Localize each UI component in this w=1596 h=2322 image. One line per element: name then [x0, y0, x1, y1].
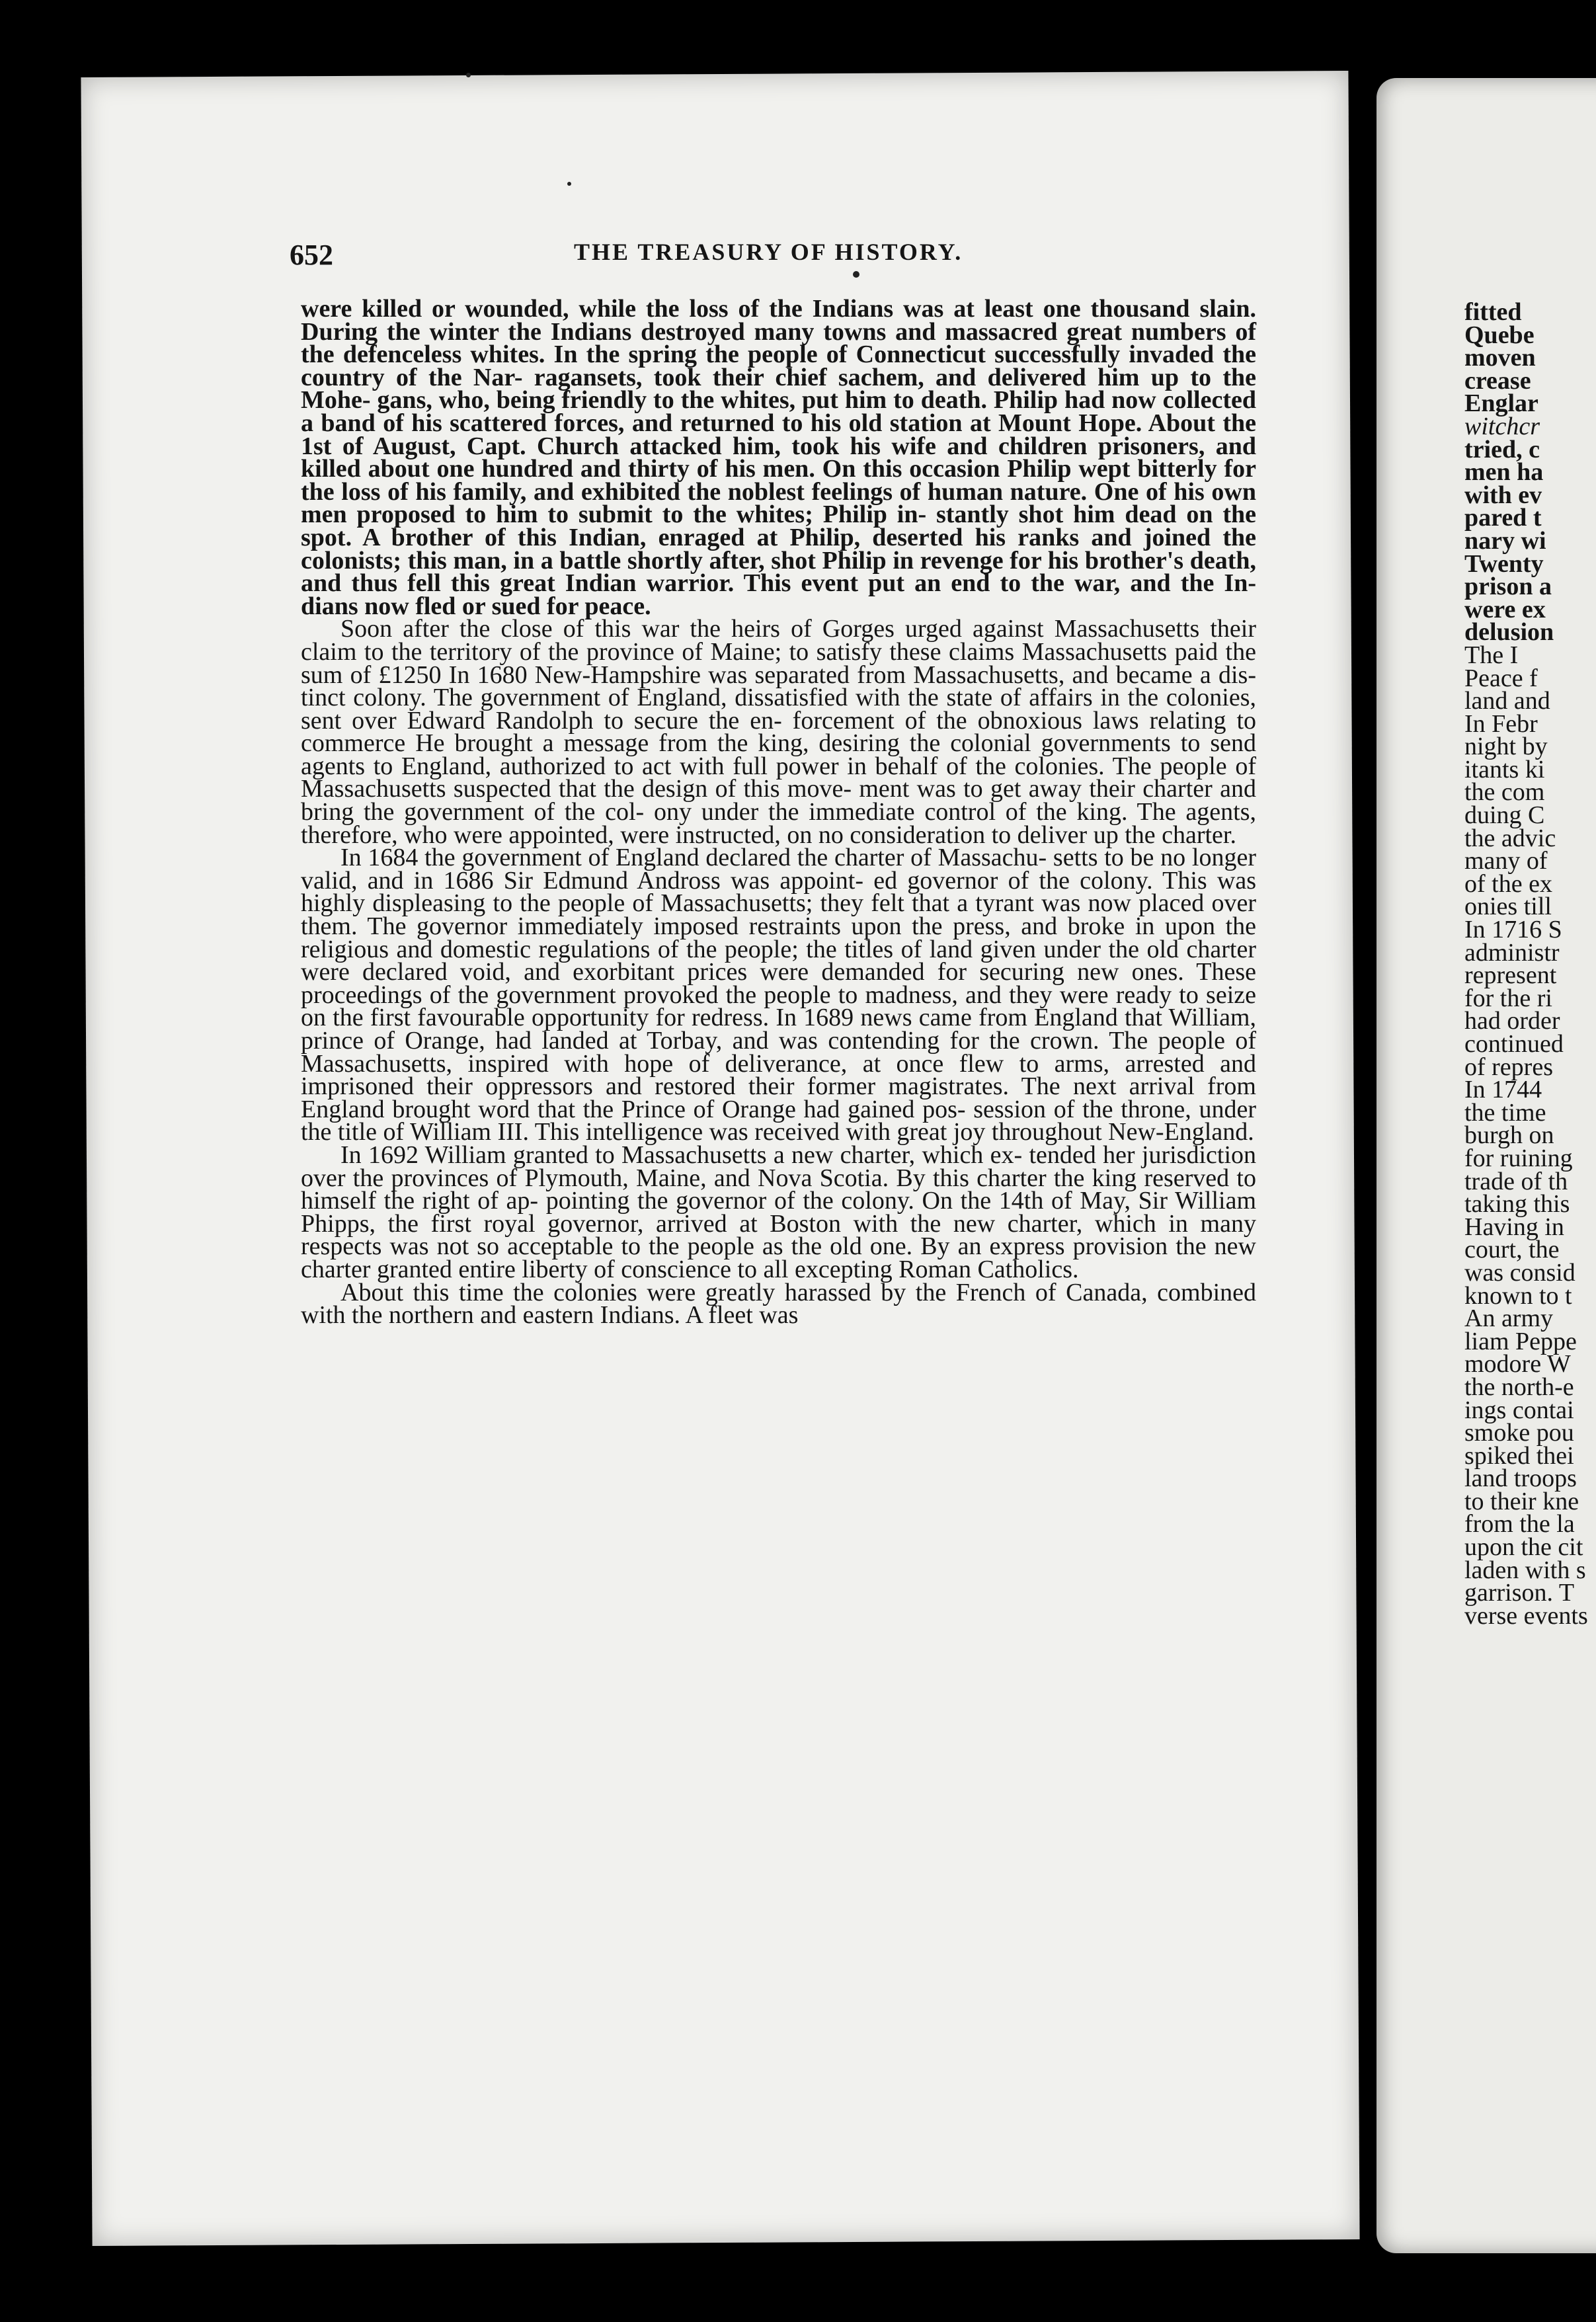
right-page-line: An army: [1464, 1304, 1554, 1333]
right-page-line: had order: [1464, 1007, 1560, 1035]
right-page-line: pared t: [1464, 504, 1542, 532]
right-page-line: ings contai: [1464, 1396, 1574, 1424]
right-page-line: taking this: [1464, 1190, 1570, 1219]
right-page-line: court, the: [1464, 1236, 1560, 1264]
right-page-line: crease: [1464, 366, 1531, 395]
right-page-line: Peace f: [1464, 664, 1538, 692]
right-page-line: many of: [1464, 847, 1548, 875]
right-page-line: Twenty: [1464, 549, 1544, 578]
right-page-line: spiked thei: [1464, 1441, 1574, 1470]
right-page-line: moven: [1464, 344, 1536, 372]
right-page-line: In 1716 S: [1464, 916, 1562, 944]
ink-speck: [466, 73, 471, 77]
right-page-line: burgh on: [1464, 1121, 1554, 1150]
right-page-line: witchcr: [1464, 412, 1540, 440]
paragraph: In 1692 William granted to Massachusetts a new charter, which ex- tended her jurisdiction over the provinces of Plymouth, Maine, and Nova Scotia. By this charter the king reserved to himself the right of ap- pointing the governor of the colony. On the 14th of May, Sir William Phipps, the first royal governor, arrived at Boston with the new charter, which in many respects was not so acceptable to the people as the old one. By an express provision the new charter granted entire liberty of conscience to all excepting Roman Catholics.: [301, 1141, 1256, 1283]
right-page-line: continued: [1464, 1030, 1564, 1058]
right-page-line: verse events: [1464, 1601, 1588, 1630]
right-page-line: was consid: [1464, 1258, 1576, 1287]
running-title: THE TREASURY OF HISTORY.: [574, 239, 963, 265]
right-page-line: laden with s: [1464, 1556, 1586, 1584]
right-page-line: smoke pou: [1464, 1419, 1574, 1447]
right-page-line: from the la: [1464, 1510, 1575, 1539]
right-page-line: to their kne: [1464, 1487, 1579, 1515]
right-page-line: the time: [1464, 1098, 1546, 1127]
page-header: [290, 238, 1242, 284]
right-page-line: land and: [1464, 687, 1550, 715]
right-page-line: night by: [1464, 733, 1548, 761]
right-page-line: garrison. T: [1464, 1579, 1575, 1607]
right-page-line: In Febr: [1464, 709, 1538, 738]
right-page-line: modore W: [1464, 1350, 1571, 1379]
paragraph: Soon after the close of this war the heirs of Gorges urged against Massachusetts their claim to the territory of the province of Maine; to satisfy these claims Massachusetts paid the sum of £1250 In 1680 New-Hampshire was separated from Massachusetts, and became a dis- tinct colony. The government of England, dissatisfied with the state of affairs in the colonies, sent over Edward Randolph to secure the en- forcement of the obnoxious laws relating to commerce He brought a message from the king, desiring the colonial governments to send agents to England, authorized to act with full power in behalf of the colonies. The people of Massachusetts suspected that the design of this move- ment was to get away their charter and bring the government of the col- ony under the immediate control of the king. The agents, therefore, who were appointed, were instructed, on no consideration to deliver up the charter.: [301, 615, 1256, 849]
right-page-line: upon the cit: [1464, 1533, 1583, 1562]
right-page-line: Having in: [1464, 1213, 1564, 1241]
right-page-line: The I: [1464, 641, 1519, 669]
right-page-line: for the ri: [1464, 984, 1552, 1012]
right-page-text: [1464, 298, 1596, 1630]
right-page-line: land troops: [1464, 1464, 1577, 1493]
right-page-line: represent: [1464, 961, 1557, 990]
body-text: [301, 295, 1256, 1330]
right-page-line: Quebe: [1464, 321, 1535, 349]
right-page-line: known to t: [1464, 1281, 1572, 1310]
paragraph: About this time the colonies were greatly harassed by the French of Canada, combined with the northern and eastern Indians. A fleet was: [301, 1278, 1256, 1330]
right-page-line: administr: [1464, 938, 1560, 967]
right-page-line: the north-e: [1464, 1373, 1574, 1401]
ink-speck: [567, 182, 571, 186]
page-number: 652: [290, 239, 333, 271]
right-page-line: delusion: [1464, 618, 1554, 647]
paragraph: In 1684 the government of England declared the charter of Massachu- setts to be no longer valid, and in 1686 Sir Edmund Andross was appoint- ed governor of the colony. This was highly displeasing to the people of Massachusetts; they felt that a tyrant was now placed over them. The governor immediately imposed restraints upon the press, and broke in upon the religious and domestic regulations of the people; the titles of land given under the old charter were declared void, and exorbitant prices were demanded for securing new ones. These proceedings of the government provoked the people to madness, and they were ready to seize on the first favourable opportunity for redress. In 1689 news came from England that William, prince of Orange, had landed at Torbay, and was contending for the crown. The people of Massachusetts, inspired with hope of deliverance, at once flew to arms, arrested and imprisoned their oppressors and restored their former magistrates. The next arrival from England brought word that the Prince of Orange had gained pos- session of the throne, under the title of William III. This intelligence was received with great joy throughout New-England.: [301, 844, 1256, 1146]
right-page-line: trade of th: [1464, 1167, 1568, 1195]
right-page-line: onies till: [1464, 893, 1552, 921]
right-page-line: In 1744: [1464, 1076, 1542, 1104]
right-page-line: Englar: [1464, 389, 1538, 418]
right-page-line: for ruining: [1464, 1144, 1573, 1172]
right-page-line: of repres: [1464, 1053, 1553, 1081]
right-page-line: liam Peppe: [1464, 1327, 1577, 1355]
paragraph: were killed or wounded, while the loss of the Indians was at least one thousand slain. During the winter the Indians destroyed many towns and massacred great numbers of the defenceless whites. In the spring the people of Connecticut successfully invaded the country of the Nar- ragansets, took their chief sachem, and delivered him up to the Mohe- gans, who, being friendly to the whites, put him to death. Philip had now collected a band of his scattered forces, and returned to his old station at Mount Hope. About the 1st of August, Capt. Church attacked him, took his wife and children prisoners, and killed about one hundred and thirty of his men. On this occasion Philip wept bitterly for the loss of his family, and exhibited the noblest feelings of human nature. One of his own men proposed to him to submit to the whites; Philip in- stantly shot him dead on the spot. A brother of this Indian, enraged at Philip, deserted his ranks and joined the colonists; this man, in a battle shortly after, shot Philip in revenge for his brother's death, and thus fell this great Indian warrior. This event put an end to the war, and the In- dians now fled or sued for peace.: [301, 295, 1256, 620]
right-page-line: were ex: [1464, 595, 1546, 623]
right-page-line: fitted: [1464, 298, 1522, 326]
ink-speck: [853, 271, 859, 278]
right-page-line: men ha: [1464, 458, 1544, 487]
right-page-line: duing C: [1464, 801, 1545, 830]
right-page-line: of the ex: [1464, 869, 1552, 898]
right-page-line: with ev: [1464, 481, 1542, 509]
right-page-line: the advic: [1464, 824, 1556, 852]
right-page-line: itants ki: [1464, 755, 1545, 783]
right-page-line: tried, c: [1464, 435, 1540, 463]
right-page-line: the com: [1464, 778, 1545, 807]
right-page-line: prison a: [1464, 573, 1552, 601]
right-page-line: nary wi: [1464, 526, 1546, 555]
